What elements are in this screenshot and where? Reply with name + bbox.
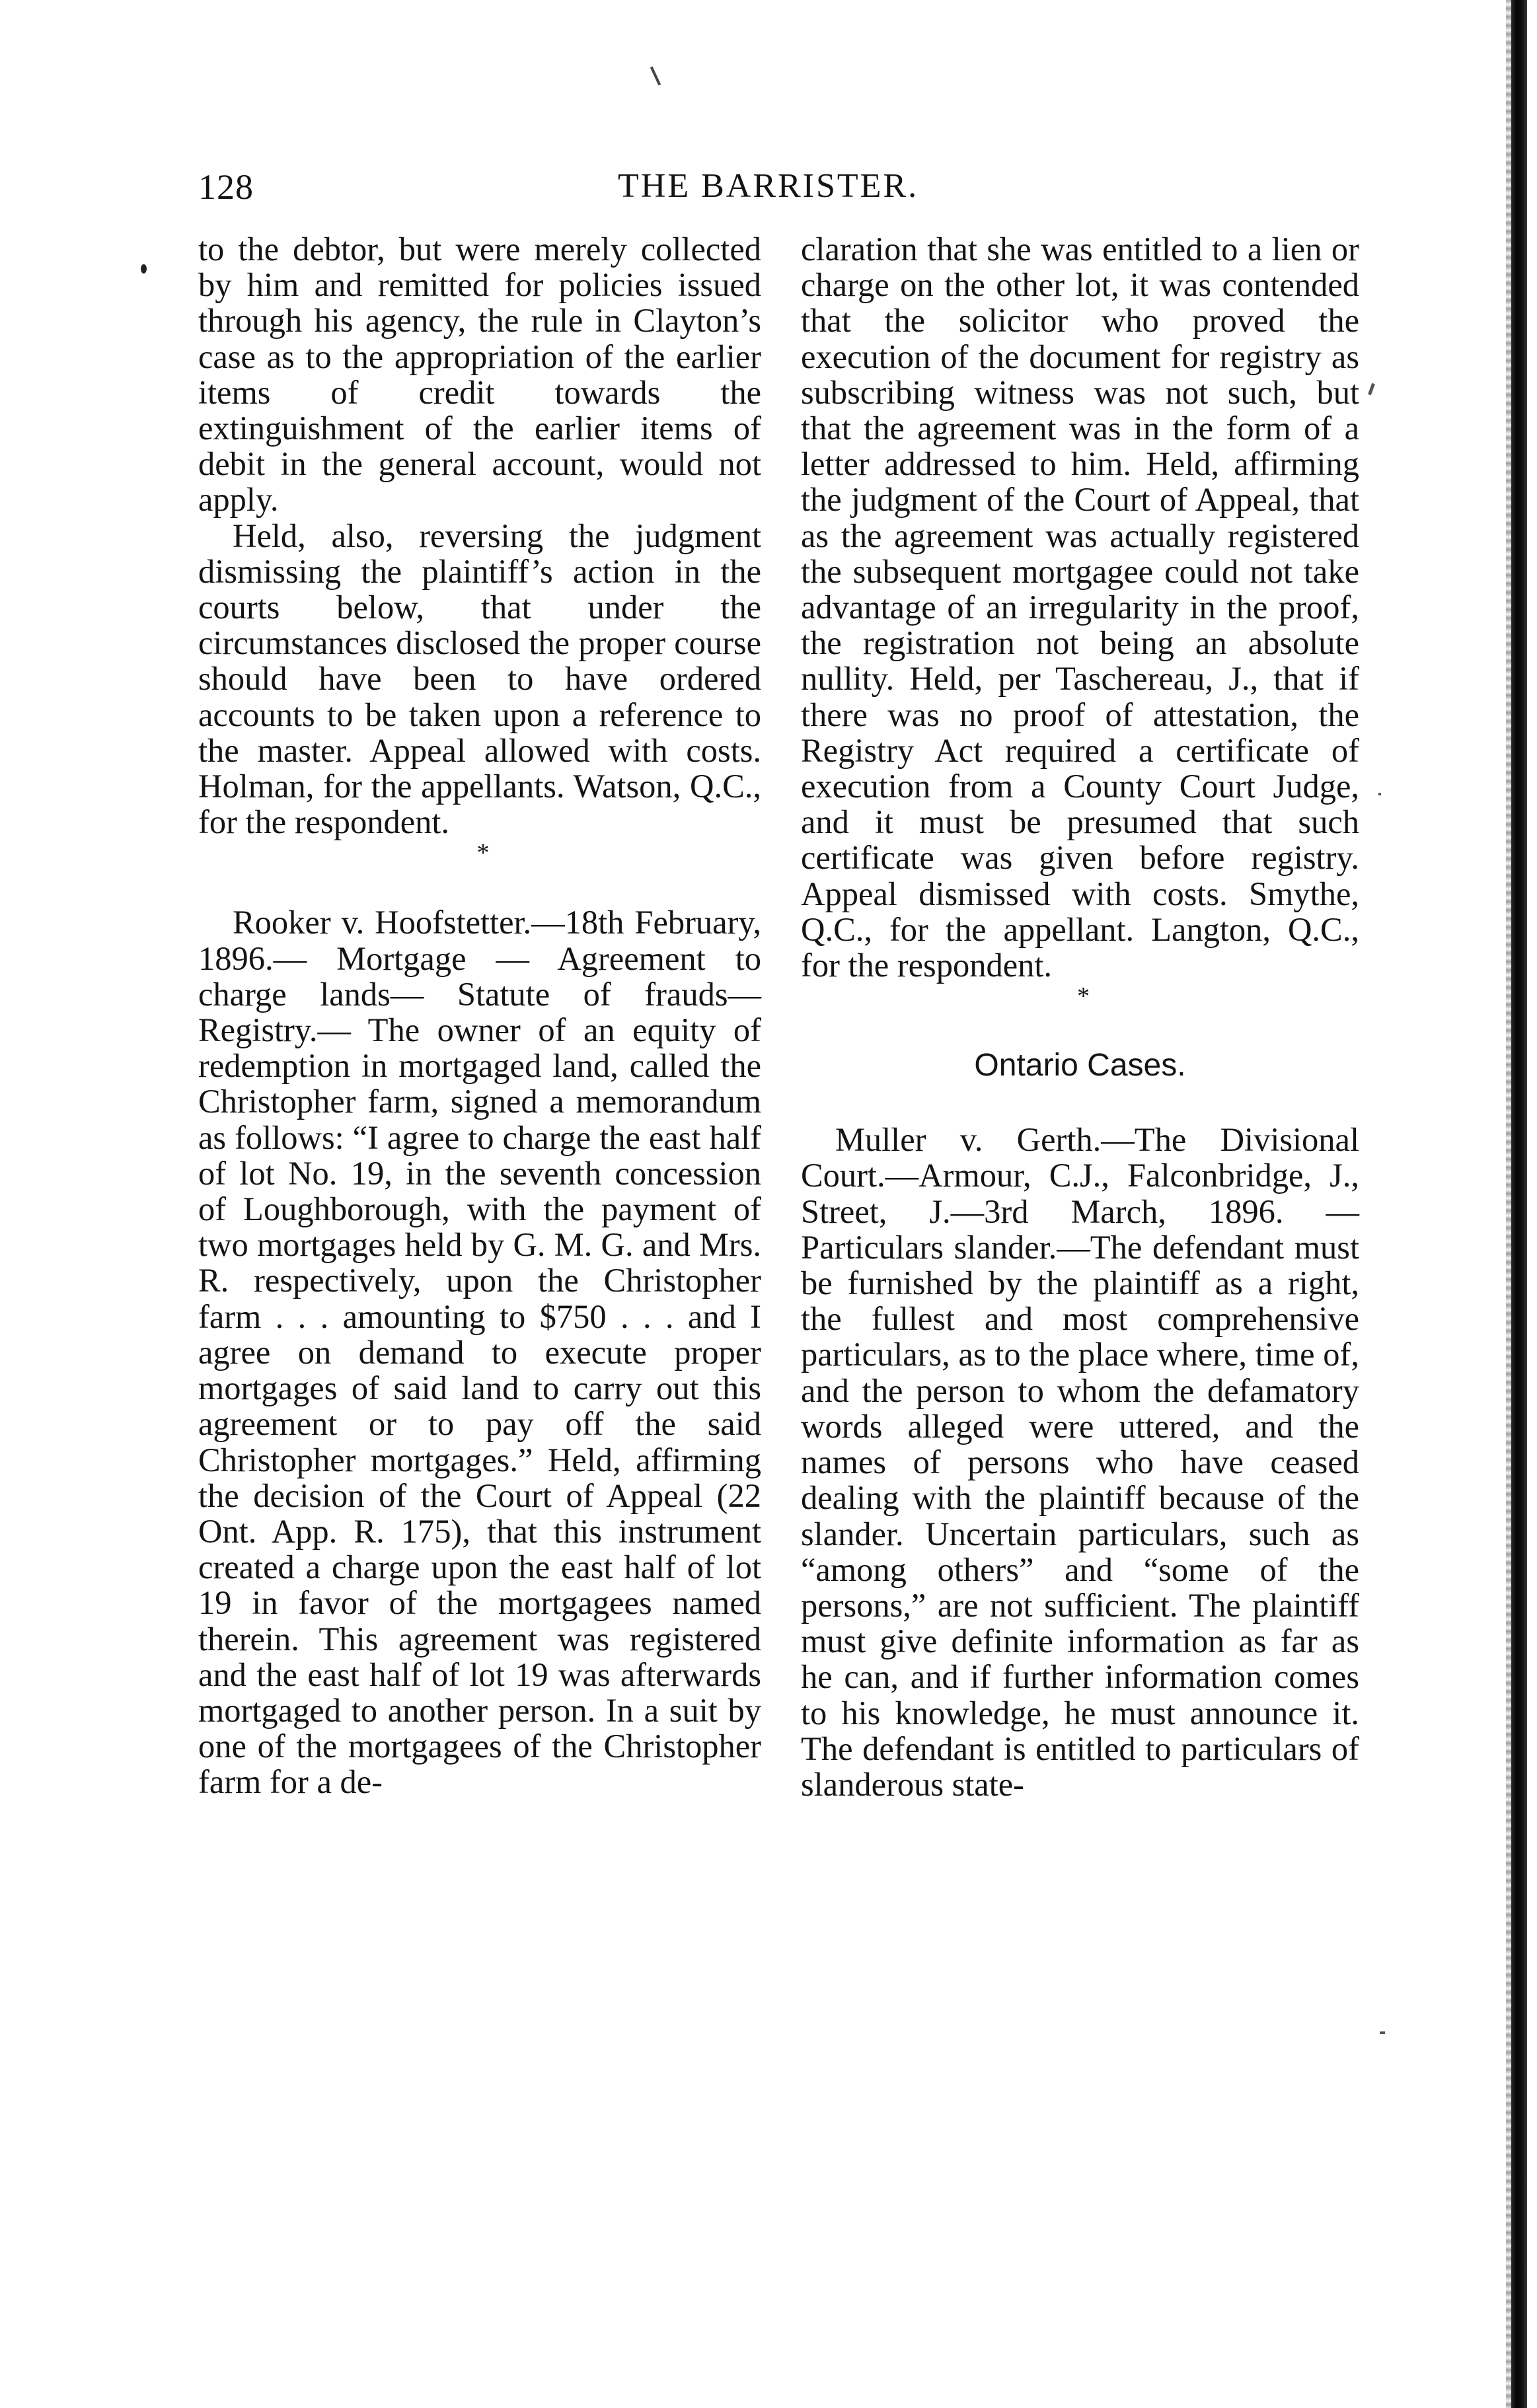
running-head bbox=[198, 166, 1335, 213]
scan-speck bbox=[650, 67, 661, 86]
journal-title: THE BARRISTER. bbox=[618, 167, 919, 205]
scan-speck bbox=[1380, 2031, 1385, 2034]
case-continuation-paragraph: claration that she was entitled to a lien or charge on the other lot, it was contended that the solicitor who proved the execution of the document for registry as subscribing witness was not such, but that the agreement was in the form of a letter addressed to him. Held, affirming the judgment of the Court of Appeal, that as the agreement was actually registered the subsequent mortgagee could not take advantage of an irregularity in the proof, the registration not being an absolute nullity. Held, per Taschereau, J., that if there was no proof of attestation, the Registry Act required a certificate of execution from a County Court Judge, and it must be presumed that such certificate was given before registry. Appeal dismissed with costs. Smythe, Q.C., for the appellant. Langton, Q.C., for the respondent. bbox=[801, 231, 1359, 984]
section-separator: * bbox=[1077, 982, 1090, 1011]
section-heading: Ontario Cases. bbox=[974, 1048, 1186, 1083]
section-separator: * bbox=[476, 839, 490, 867]
scan-speck bbox=[1378, 793, 1381, 795]
right-column bbox=[801, 231, 1359, 1802]
case-paragraph-rooker: Rooker v. Hoofstetter.—18th February, 1896.— Mortgage — Agreement to charge lands— Statute of frauds—Registry.— The owner of an equity of redemption in mortgaged land, called the Christopher farm, signed a memorandum as follows: “I agree to charge the east half of lot No. 19, in the seventh concession of Loughborough, with the payment of two mortgages held by G. M. G. and Mrs. R. respectively, upon the Christopher farm . . . amounting to $750 . . . and I agree on demand to execute proper mortgages of said land to carry out this agreement or to pay off the said Christopher mortgages.” Held, affirming the decision of the Court of Appeal (22 Ont. App. R. 175), that this instrument created a charge upon the east half of lot 19 in favor of the mortgagees named therein. This agreement was registered and the east half of lot 19 was afterwards mortgaged to another person. In a suit by one of the mortgagees of the Christopher farm for a de- bbox=[198, 904, 761, 1801]
page-number: 128 bbox=[198, 167, 254, 207]
held-paragraph: Held, also, reversing the judgment dismissing the plaintiff’s action in the courts below, that under the circumstances disclosed the proper course should have been to have ordered accounts to be taken upon a reference to the master. Appeal allowed with costs. Holman, for the appellants. Watson, Q.C., for the respondent. bbox=[198, 517, 761, 841]
left-column bbox=[198, 231, 761, 1800]
case-continuation-paragraph: to the debtor, but were merely collected by him and remitted for policies issued through his agency, the rule in Clayton’s case as to the appropriation of the earlier items of credit towards the extinguishment of the earlier items of debit in the general account, would not apply. bbox=[198, 231, 761, 519]
scan-speck bbox=[141, 264, 147, 274]
case-paragraph-muller: Muller v. Gerth.—The Divisional Court.—Armour, C.J., Falconbridge, J., Street, J.—3rd March, 1896. — Particulars slander.—The defendant must be furnished by the plaintiff as a right, the fullest and most comprehensive particulars, as to the place where, time of, and the person to whom the defamatory words alleged were uttered, and the names of persons who have ceased dealing with the plaintiff because of the slander. Uncertain particulars, such as “among others” and “some of the persons,” are not sufficient. The plaintiff must give definite information as far as he can, and if further information comes to his knowledge, he must announce it. The defendant is entitled to particulars of slanderous state- bbox=[801, 1121, 1359, 1803]
scan-edge-shadow bbox=[1511, 0, 1527, 2408]
scan-speck bbox=[1368, 383, 1375, 396]
